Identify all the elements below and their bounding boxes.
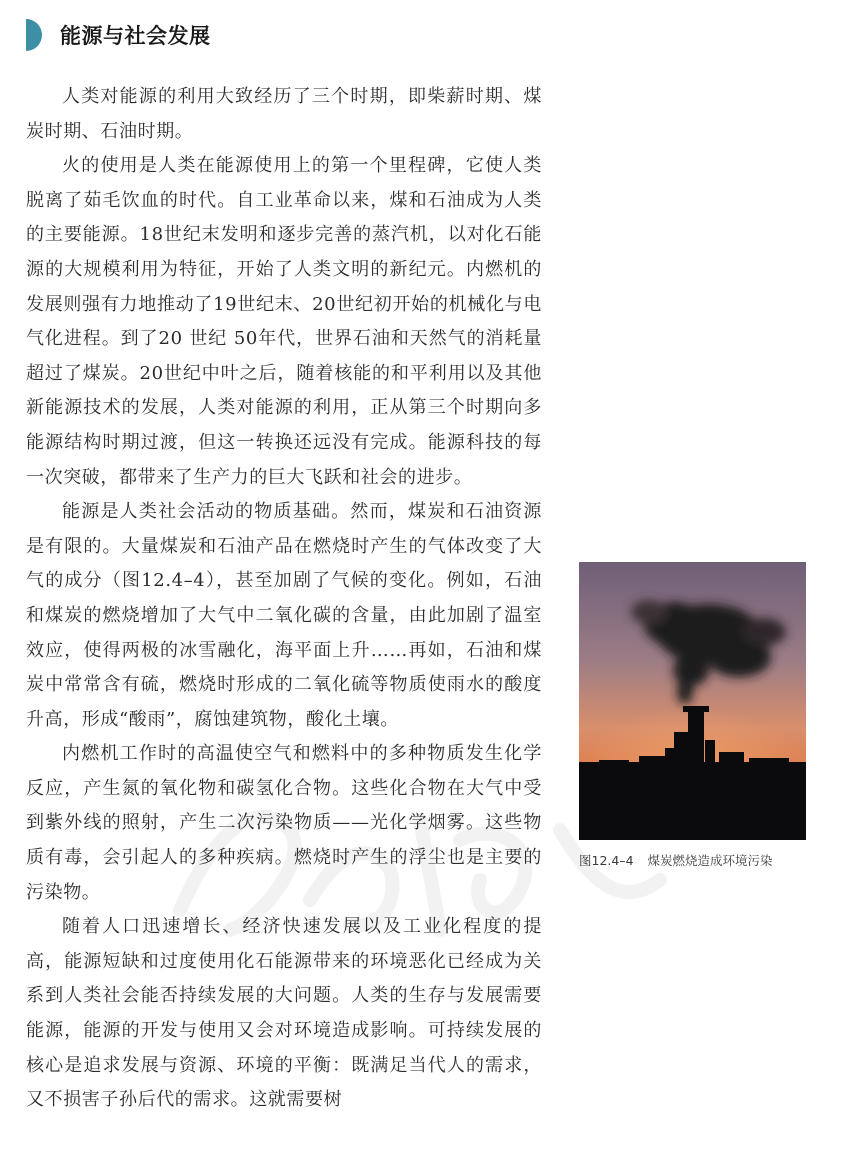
- figure-caption-text: 煤炭燃烧造成环境污染: [647, 853, 773, 868]
- figure-caption: [579, 851, 806, 869]
- smokestack-photo: [579, 562, 806, 840]
- paragraph-5: 随着人口迅速增长、经济快速发展以及工业化程度的提高，能源短缺和过度使用化石能源带来的环境恶化已经成为关系到人类社会能否持续发展的大问题。人类的生存与发展需要能源，能源的开发与使用又会对环境造成影响。可持续发展的核心是追求发展与资源、环境的平衡：既满足当代人的需求，又不损害子孙后代的需求。这就需要树: [26, 916, 542, 1111]
- body-text: [26, 80, 542, 1118]
- paragraph-1: 人类对能源的利用大致经历了三个时期，即柴薪时期、煤炭时期、石油时期。: [26, 86, 542, 142]
- section-heading: [26, 18, 211, 52]
- figure-number: 图12.4–4: [579, 853, 634, 868]
- figure-pollution: [579, 562, 806, 869]
- paragraph-4: 内燃机工作时的高温使空气和燃料中的多种物质发生化学反应，产生氮的氧化物和碳氢化合物。这些化合物在大气中受到紫外线的照射，产生二次污染物质——光化学烟雾。这些物质有毒，会引起人的多种疾病。燃烧时产生的浮尘也是主要的污染物。: [26, 743, 542, 903]
- heading-marker-icon: [26, 19, 42, 51]
- paragraph-2: 火的使用是人类在能源使用上的第一个里程碑，它使人类脱离了茹毛饮血的时代。自工业革命以来，煤和石油成为人类的主要能源。18世纪末发明和逐步完善的蒸汽机，以对化石能源的大规模利用为特征，开始了人类文明的新纪元。内燃机的发展则强有力地推动了19世纪末、20世纪初开始的机械化与电气化进程。到了20 世纪 50年代，世界石油和天然气的消耗量超过了煤炭。20世纪中叶之后，随着核能的和平利用以及其他新能源技术的发展，人类对能源的利用，正从第三个时期向多能源结构时期过渡，但这一转换还远没有完成。能源科技的每一次突破，都带来了生产力的巨大飞跃和社会的进步。: [26, 155, 542, 488]
- paragraph-3: 能源是人类社会活动的物质基础。然而，煤炭和石油资源是有限的。大量煤炭和石油产品在燃烧时产生的气体改变了大气的成分（图12.4–4），甚至加剧了气候的变化。例如，石油和煤炭的燃烧增加了大气中二氧化碳的含量，由此加剧了温室效应，使得两极的冰雪融化，海平面上升……再如，石油和煤炭中常常含有硫，燃烧时形成的二氧化硫等物质使雨水的酸度升高，形成“酸雨”，腐蚀建筑物，酸化土壤。: [26, 501, 542, 730]
- section-title: 能源与社会发展: [60, 24, 211, 48]
